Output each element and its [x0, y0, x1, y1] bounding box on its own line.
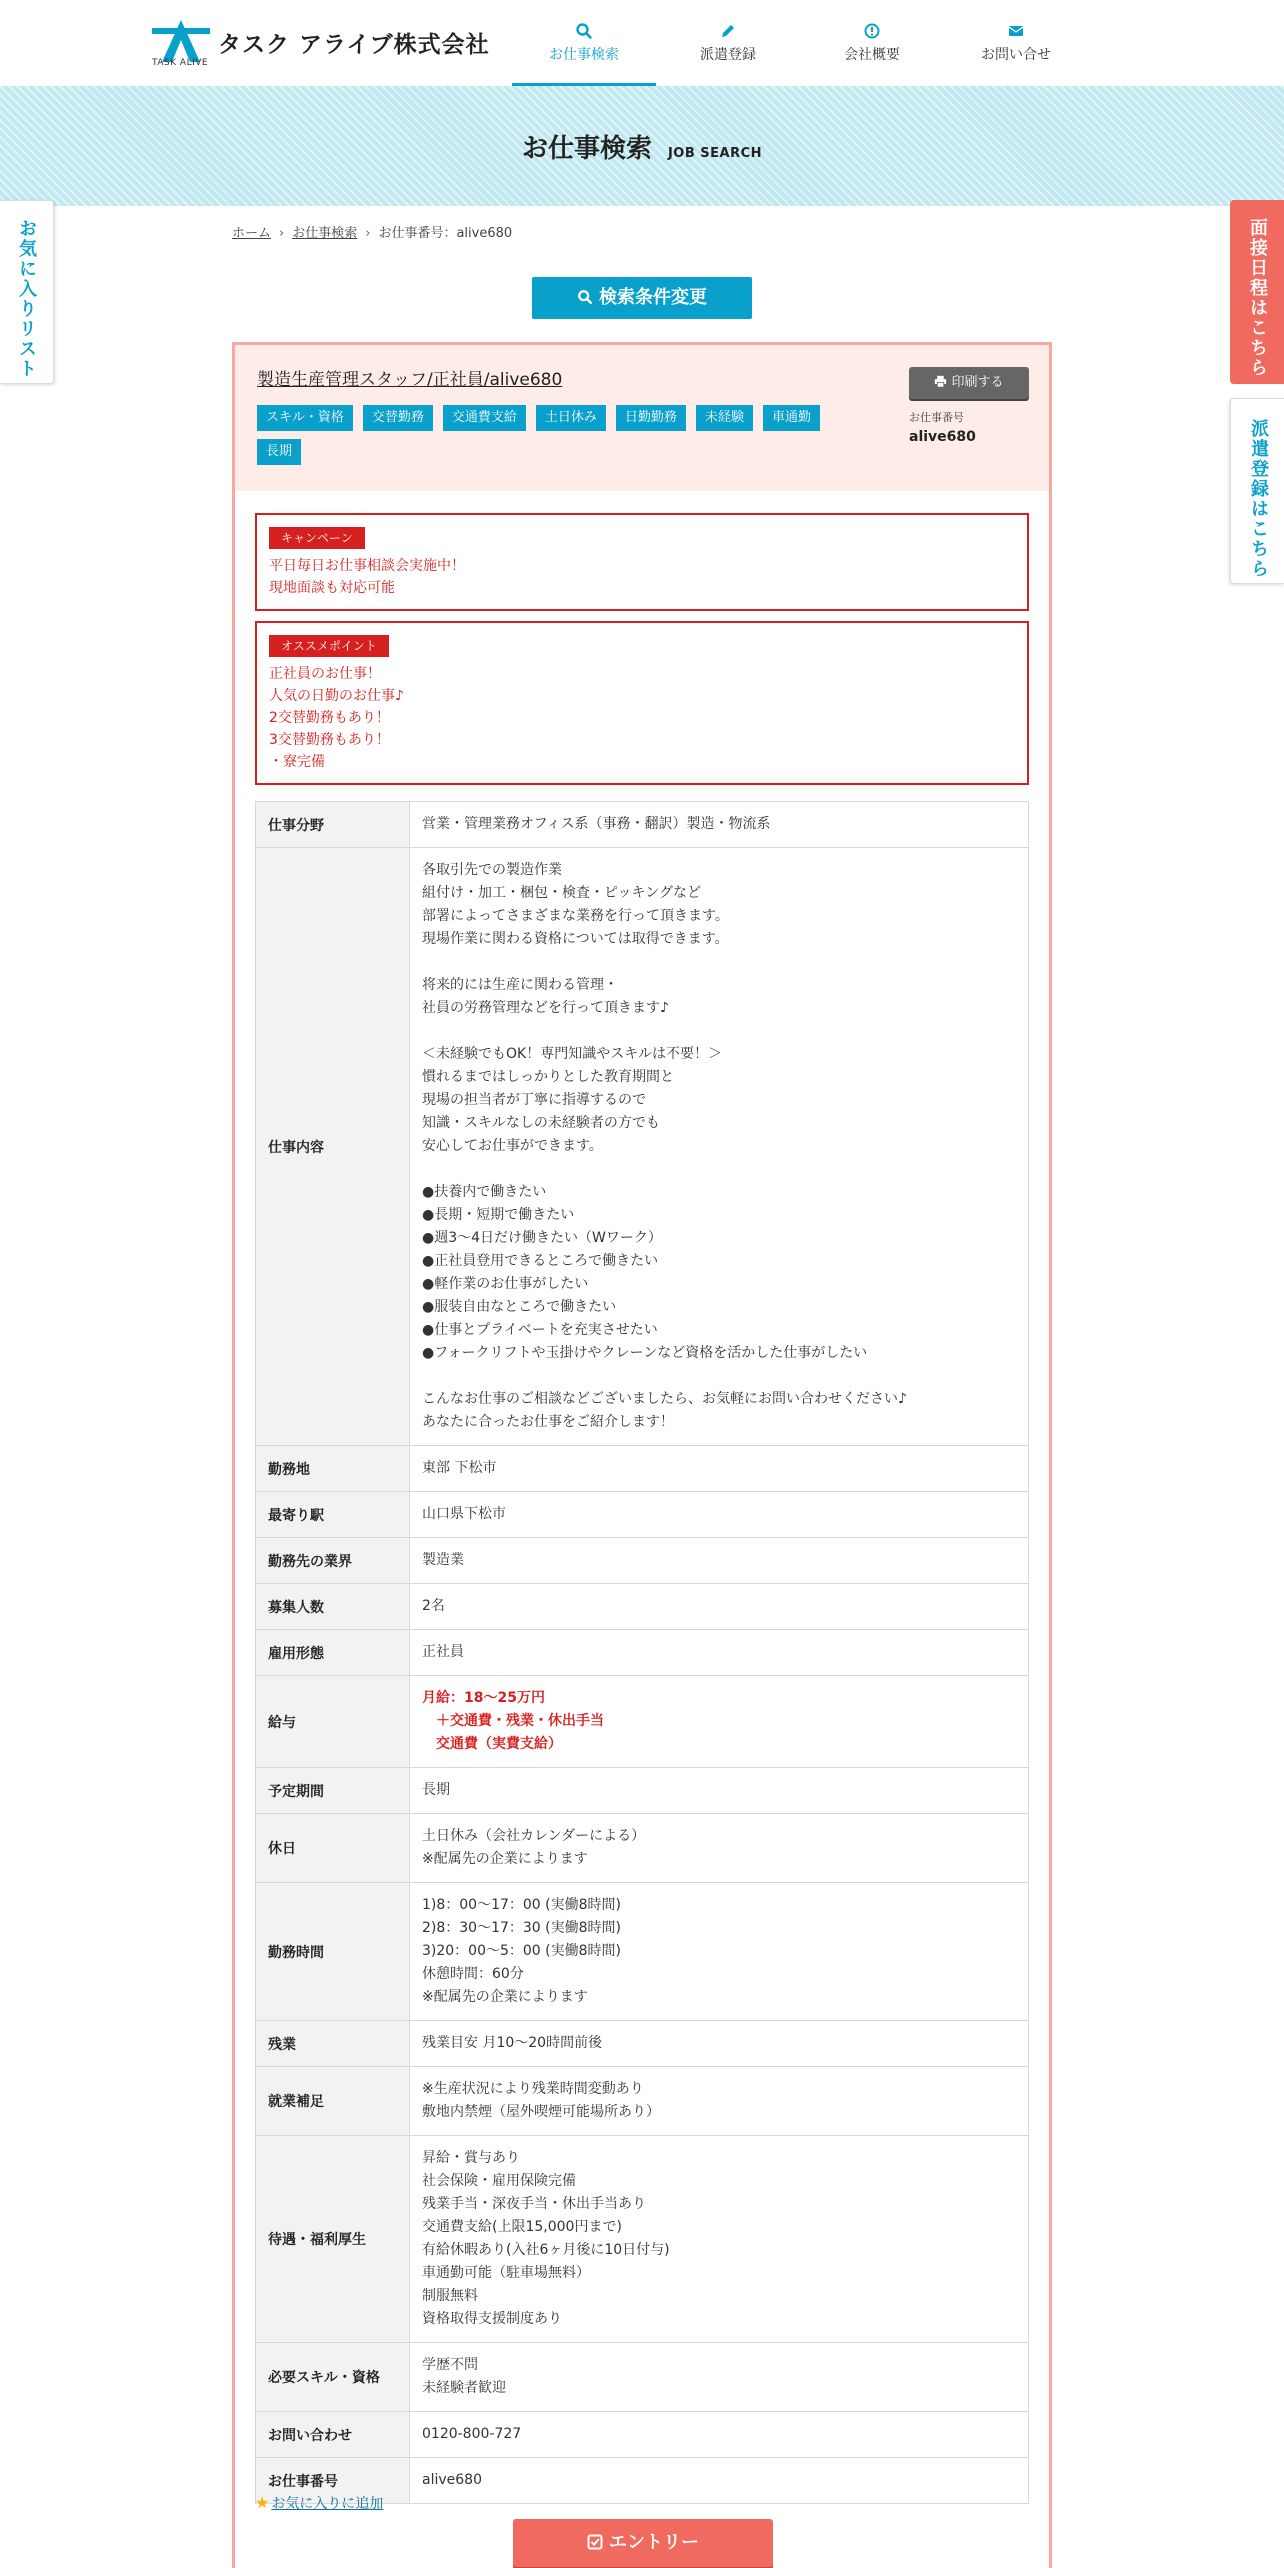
company-logo[interactable] [152, 18, 490, 72]
spec-value-line: 有給休暇あり(入社6ヶ月後に10日付与) [422, 2242, 670, 2258]
spec-value-line: 土日休み（会社カレンダーによる） [422, 1828, 646, 1844]
spec-value-line: 1)8：00～17：00 (実働8時間) [422, 1897, 622, 1913]
spec-value-line: 交通費（実費支給） [422, 1736, 562, 1752]
envelope-icon [1007, 22, 1025, 40]
spec-value-line: 学歴不問 [422, 2357, 478, 2373]
spec-value-line: 制服無料 [422, 2288, 478, 2304]
spec-value-line: ●扶養内で働きたい [422, 1184, 547, 1200]
campaign-label: キャンペーン [269, 527, 365, 549]
add-to-favorites-link[interactable] [255, 2493, 383, 2513]
nav-contact[interactable] [944, 0, 1088, 86]
spec-row [256, 1538, 1029, 1584]
spec-value [410, 2136, 1029, 2343]
spec-value [410, 1630, 1029, 1676]
spec-label: 給与 [256, 1676, 410, 1768]
recommend-label: オススメポイント [269, 635, 389, 657]
change-search-button[interactable] [532, 277, 752, 319]
entry-button[interactable] [513, 2519, 773, 2567]
spec-value-line [422, 1365, 1016, 1388]
spec-value [410, 1584, 1029, 1630]
job-tag: 交替勤務 [363, 405, 433, 431]
spec-row [256, 848, 1029, 1446]
spec-value [410, 1676, 1029, 1768]
spec-value-line: 営業・管理業務オフィス系（事務・翻訳）製造・物流系 [422, 816, 771, 832]
print-button[interactable] [909, 367, 1029, 399]
spec-label: 休日 [256, 1814, 410, 1883]
notice-line: ・寮完備 [269, 754, 325, 770]
interview-schedule-tab[interactable] [1230, 200, 1284, 384]
spec-value [410, 1446, 1029, 1492]
spec-value-line: ●長期・短期で働きたい [422, 1207, 575, 1223]
job-tag: 車通勤 [763, 405, 820, 431]
spec-value-line: ●週3～4日だけ働きたい（Wワーク） [422, 1230, 662, 1246]
spec-value-line: 山口県下松市 [422, 1506, 506, 1522]
spec-value-line: 月給：18～25万円 [422, 1690, 545, 1706]
spec-value-line [422, 951, 1016, 974]
spec-value-line: 敷地内禁煙（屋外喫煙可能場所あり） [422, 2104, 660, 2120]
spec-value [410, 2021, 1029, 2067]
spec-value-line: ＜未経験でもOK！専門知識やスキルは不要！＞ [422, 1046, 723, 1062]
spec-value-line [422, 1020, 1016, 1043]
spec-value-line: 現場の担当者が丁寧に指導するので [422, 1092, 646, 1108]
spec-value-line: 2名 [422, 1598, 445, 1614]
spec-value-line: 慣れるまではしっかりとした教育期間と [422, 1069, 674, 1085]
job-tag: 長期 [257, 439, 301, 465]
notice-line: 2交替勤務もあり！ [269, 710, 390, 726]
nav-dispatch-register-label: 派遣登録 [700, 47, 756, 63]
recommend-box [255, 621, 1029, 785]
print-label: 印刷する [951, 375, 1004, 390]
spec-row [256, 2021, 1029, 2067]
spec-value-line: 部署によってさまざまな業務を行って頂きます。 [422, 908, 729, 924]
spec-value-line: ※生産状況により残業時間変動あり [422, 2081, 644, 2097]
notice-line: 3交替勤務もあり！ [269, 732, 390, 748]
spec-value-line: 残業目安 月10～20時間前後 [422, 2035, 603, 2051]
spec-value [410, 2067, 1029, 2136]
spec-value-line: ●軽作業のお仕事がしたい [422, 1276, 589, 1292]
chevron-right-icon: › [279, 226, 285, 241]
job-number-value: alive680 [909, 429, 976, 445]
spec-value-line: ※配属先の企業によります [422, 1989, 588, 2005]
spec-value-line: こんなお仕事のご相談などございましたら、お気軽にお問い合わせください♪ [422, 1391, 907, 1407]
job-title[interactable]: 製造生産管理スタッフ/正社員/alive680 [257, 370, 563, 390]
breadcrumb-current: お仕事番号：alive680 [378, 226, 513, 241]
campaign-box [255, 513, 1029, 611]
spec-value-line: ＋交通費・残業・休出手当 [422, 1713, 604, 1729]
spec-value [410, 802, 1029, 848]
spec-value [410, 1492, 1029, 1538]
spec-value-line: alive680 [422, 2472, 482, 2488]
spec-value [410, 2412, 1029, 2458]
page-title [0, 128, 1284, 165]
spec-value-line: 残業手当・深夜手当・休出手当あり [422, 2196, 646, 2212]
chevron-right-icon: › [365, 226, 371, 241]
dispatch-register-tab[interactable] [1230, 398, 1284, 584]
printer-icon [934, 375, 947, 388]
favorites-list-tab[interactable] [0, 200, 54, 384]
dispatch-register-tab-label: 派遣登録はこちら [1248, 419, 1269, 579]
job-tag: 交通費支給 [443, 405, 526, 431]
info-circle-icon [863, 22, 881, 40]
spec-row [256, 1630, 1029, 1676]
notice-line: 人気の日勤のお仕事♪ [269, 688, 404, 704]
spec-value-line: ●フォークリフトや玉掛けやクレーンなど資格を活かした仕事がしたい [422, 1345, 868, 1361]
spec-value-line: 3)20：00～5：00 (実働8時間) [422, 1943, 622, 1959]
spec-label: 勤務時間 [256, 1883, 410, 2021]
spec-row [256, 1492, 1029, 1538]
add-to-favorites-label: お気に入りに追加 [271, 2496, 384, 2512]
job-number-label: お仕事番号 [909, 411, 964, 424]
spec-value-line: 現場作業に関わる資格については取得できます。 [422, 931, 729, 947]
spec-value [410, 1538, 1029, 1584]
spec-row [256, 2067, 1029, 2136]
spec-label: 必要スキル・資格 [256, 2343, 410, 2412]
job-spec-table [255, 801, 1029, 2504]
page-title-en: JOB SEARCH [667, 146, 763, 161]
job-card [232, 342, 1052, 2568]
spec-row [256, 2136, 1029, 2343]
spec-value [410, 1814, 1029, 1883]
spec-row [256, 1768, 1029, 1814]
spec-row [256, 1814, 1029, 1883]
breadcrumb-job-search[interactable]: お仕事検索 [292, 226, 358, 241]
spec-label: 募集人数 [256, 1584, 410, 1630]
job-tag: 日勤勤務 [616, 405, 686, 431]
nav-dispatch-register[interactable] [656, 0, 800, 86]
spec-value-line: ●正社員登用できるところで働きたい [422, 1253, 659, 1269]
spec-value-line: 知識・スキルなしの未経験者の方でも [422, 1115, 660, 1131]
spec-value-line: 未経験者歓迎 [422, 2380, 506, 2396]
nav-job-search[interactable] [512, 0, 656, 86]
pencil-icon [719, 22, 737, 40]
search-icon [577, 289, 593, 305]
check-square-icon [587, 2534, 603, 2550]
spec-label: 勤務先の業界 [256, 1538, 410, 1584]
spec-value-line: 長期 [422, 1782, 450, 1798]
favorites-list-tab-label: お気に入りリスト [16, 219, 37, 379]
breadcrumb [232, 222, 512, 241]
spec-row [256, 1446, 1029, 1492]
spec-value-line: 0120-800-727 [422, 2426, 522, 2442]
spec-value [410, 848, 1029, 1446]
spec-value-line: 資格取得支援制度あり [422, 2311, 562, 2327]
spec-row [256, 1676, 1029, 1768]
spec-value [410, 1883, 1029, 2021]
campaign-lines [269, 555, 1015, 599]
spec-value-line: 各取引先での製造作業 [422, 862, 562, 878]
spec-label: 勤務地 [256, 1446, 410, 1492]
page-hero [0, 86, 1284, 206]
spec-row [256, 802, 1029, 848]
notice-line: 現地面談も対応可能 [269, 580, 395, 596]
logo-subtext: TASK ALIVE [152, 58, 209, 68]
spec-value-line: 将来的には生産に関わる管理・ [422, 977, 618, 993]
spec-label: 雇用形態 [256, 1630, 410, 1676]
breadcrumb-home[interactable]: ホーム [232, 226, 272, 241]
spec-value-line: 2)8：30～17：30 (実働8時間) [422, 1920, 622, 1936]
interview-schedule-tab-label: 面接日程はこちら [1247, 218, 1268, 378]
logo-text: タスク アライブ株式会社 [218, 32, 490, 58]
spec-label: 最寄り駅 [256, 1492, 410, 1538]
spec-value [410, 1768, 1029, 1814]
spec-value-line: 東部 下松市 [422, 1460, 497, 1476]
spec-value-line: あなたに合ったお仕事をご紹介します！ [422, 1414, 674, 1430]
search-icon [575, 22, 593, 40]
job-tag: スキル・資格 [257, 405, 353, 431]
nav-company-profile-label: 会社概要 [844, 47, 900, 63]
spec-value [410, 2458, 1029, 2504]
spec-label: 仕事内容 [256, 848, 410, 1446]
spec-value-line: 製造業 [422, 1552, 464, 1568]
spec-label: 仕事分野 [256, 802, 410, 848]
spec-value-line: 昇給・賞与あり [422, 2150, 520, 2166]
recommend-lines [269, 663, 1015, 773]
spec-value-line: 組付け・加工・梱包・検査・ピッキングなど [422, 885, 702, 901]
spec-value-line: 正社員 [422, 1644, 464, 1660]
site-header [0, 0, 1284, 86]
spec-row [256, 2343, 1029, 2412]
notice-line: 正社員のお仕事！ [269, 666, 381, 682]
spec-value-line: ※配属先の企業によります [422, 1851, 588, 1867]
nav-job-search-label: お仕事検索 [549, 47, 619, 63]
job-tag: 未経験 [696, 405, 753, 431]
job-tags [257, 405, 857, 465]
spec-value-line: 社員の労務管理などを行って頂きます♪ [422, 1000, 669, 1016]
spec-label: 予定期間 [256, 1768, 410, 1814]
spec-label: お問い合わせ [256, 2412, 410, 2458]
spec-row [256, 2412, 1029, 2458]
main-nav [512, 0, 1088, 86]
spec-value-line: 社会保険・雇用保険完備 [422, 2173, 576, 2189]
page-title-jp: お仕事検索 [521, 134, 652, 164]
job-card-header [235, 345, 1049, 491]
spec-row [256, 1584, 1029, 1630]
notice-line: 平日毎日お仕事相談会実施中！ [269, 558, 465, 574]
spec-value-line: 休憩時間：60分 [422, 1966, 524, 1982]
spec-row [256, 1883, 1029, 2021]
spec-value-line: 交通費支給(上限15,000円まで) [422, 2219, 622, 2235]
spec-value [410, 2343, 1029, 2412]
spec-value-line: ●仕事とプライベートを充実させたい [422, 1322, 658, 1338]
spec-value-line: 安心してお仕事ができます。 [422, 1138, 603, 1154]
spec-label: 待遇・福利厚生 [256, 2136, 410, 2343]
spec-label: 残業 [256, 2021, 410, 2067]
star-icon: ★ [255, 2493, 270, 2512]
nav-contact-label: お問い合せ [981, 47, 1051, 63]
spec-value-line: 車通勤可能（駐車場無料） [422, 2265, 590, 2281]
spec-label: お仕事番号 [256, 2458, 410, 2504]
nav-company-profile[interactable] [800, 0, 944, 86]
change-search-label: 検索条件変更 [599, 287, 707, 308]
spec-value-line: ●服装自由なところで働きたい [422, 1299, 617, 1315]
job-tag: 土日休み [536, 405, 606, 431]
entry-label: エントリー [609, 2532, 699, 2553]
spec-label: 就業補足 [256, 2067, 410, 2136]
spec-value-line [422, 1158, 1016, 1181]
